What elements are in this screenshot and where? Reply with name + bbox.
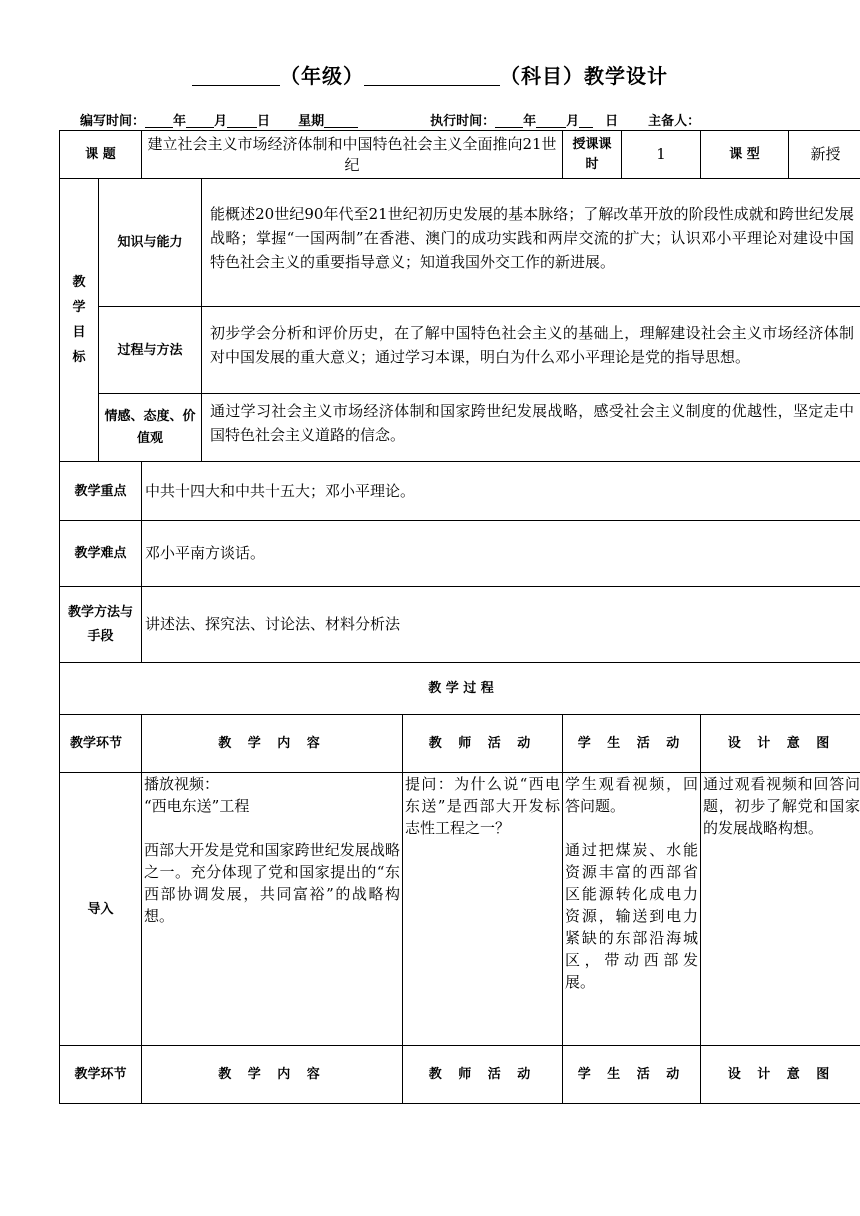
intro-student-line1: 学生观看视频，回答问题。 (565, 775, 699, 815)
header-stage: 教学环节 (60, 715, 142, 773)
meta-line: 编写时间： 年 月 日 星期 执行时间： 年 月 日 主备人： (80, 114, 701, 129)
goal-label-emotion: 情感、态度、价值观 (99, 394, 202, 462)
title-grade-label: （年级） (280, 64, 364, 88)
topic-label: 课 题 (60, 131, 142, 179)
goal-text-knowledge: 能概述20世纪90年代至21世纪初历史发展的基本脉络；了解改革开放的阶段性成就和跨世纪发展战略；掌握“一国两制”在香港、澳门的成功实践和两岸交流的扩大；认识邓小平理论对建设中国特色社会主义的重要指导意义；知道我国外交工作的新进展。 (202, 179, 860, 307)
intro-content-line2: “西电东送”工程 (144, 797, 250, 815)
header-content: 教 学 内 容 (142, 715, 403, 773)
intro-row (60, 773, 860, 1046)
header2-student: 学 生 活 动 (563, 1046, 701, 1104)
intro-content-line1: 播放视频： (144, 775, 220, 793)
difficulties-text: 邓小平南方谈话。 (142, 521, 860, 587)
header2-teacher: 教 师 活 动 (403, 1046, 563, 1104)
type-label: 课 型 (701, 131, 789, 179)
methods-text: 讲述法、探究法、讨论法、材料分析法 (142, 587, 860, 663)
hours-label: 授课课时 (563, 131, 622, 179)
process-title: 教 学 过 程 (60, 663, 860, 715)
topic-value: 建立社会主义市场经济体制和中国特色社会主义全面推向21世纪 (142, 131, 563, 179)
methods-row (60, 587, 860, 663)
header2-content: 教 学 内 容 (142, 1046, 403, 1104)
goal-row-process (60, 307, 860, 394)
goal-row-emotion (60, 394, 860, 462)
intro-stage: 导入 (60, 773, 142, 1046)
intro-student-paragraph: 通过把煤炭、水能资源丰富的西部省区能源转化成电力资源，输送到电力紧缺的东部沿海城区，带动西部发展。 (565, 841, 699, 991)
author-label: 主备人： (648, 114, 701, 129)
header-teacher: 教 师 活 动 (403, 715, 563, 773)
title-subject-label: （科目）教学设计 (500, 64, 668, 88)
header-student: 学 生 活 动 (563, 715, 701, 773)
goals-label: 教学目标 (60, 179, 99, 462)
grade-blank (192, 65, 280, 86)
header2-stage: 教学环节 (60, 1046, 142, 1104)
process-header-row-2 (60, 1046, 860, 1104)
intro-content-paragraph: 西部大开发是党和国家跨世纪发展战略之一。充分体现了党和国家提出的“东西部协调发展，共同富裕”的战略构想。 (144, 841, 400, 925)
goal-label-process: 过程与方法 (99, 307, 202, 394)
topic-row (60, 131, 860, 179)
header2-intent: 设 计 意 图 (701, 1046, 860, 1104)
type-value: 新授 (789, 131, 860, 179)
intro-student (563, 773, 701, 1046)
key-points-text: 中共十四大和中共十五大；邓小平理论。 (142, 462, 860, 521)
intro-teacher: 提问：为什么说“西电东送”是西部大开发标志性工程之一？ (403, 773, 563, 1046)
key-points-row (60, 462, 860, 521)
difficulties-label: 教学难点 (60, 521, 142, 587)
intro-intent: 通过观看视频和回答问题，初步了解党和国家的发展战略构想。 (701, 773, 860, 1046)
goal-text-emotion: 通过学习社会主义市场经济体制和国家跨世纪发展战略，感受社会主义制度的优越性，坚定走中国特色社会主义道路的信念。 (202, 394, 860, 462)
document-title (0, 60, 860, 89)
methods-label: 教学方法与手段 (60, 587, 142, 663)
key-points-label: 教学重点 (60, 462, 142, 521)
exec-time-label: 执行时间： (430, 114, 496, 129)
lesson-plan-table (59, 130, 860, 1104)
intro-content (142, 773, 403, 1046)
process-title-row (60, 663, 860, 715)
difficulties-row (60, 521, 860, 587)
process-header-row (60, 715, 860, 773)
goal-text-process: 初步学会分析和评价历史，在了解中国特色社会主义的基础上，理解建设社会主义市场经济体制对中国发展的重大意义；通过学习本课，明白为什么邓小平理论是党的指导思想。 (202, 307, 860, 394)
write-time-label: 编写时间： (80, 114, 146, 129)
goal-row-knowledge (60, 179, 860, 307)
hours-value: 1 (622, 131, 701, 179)
subject-blank (364, 65, 500, 86)
header-intent: 设 计 意 图 (701, 715, 860, 773)
goal-label-knowledge: 知识与能力 (99, 179, 202, 307)
